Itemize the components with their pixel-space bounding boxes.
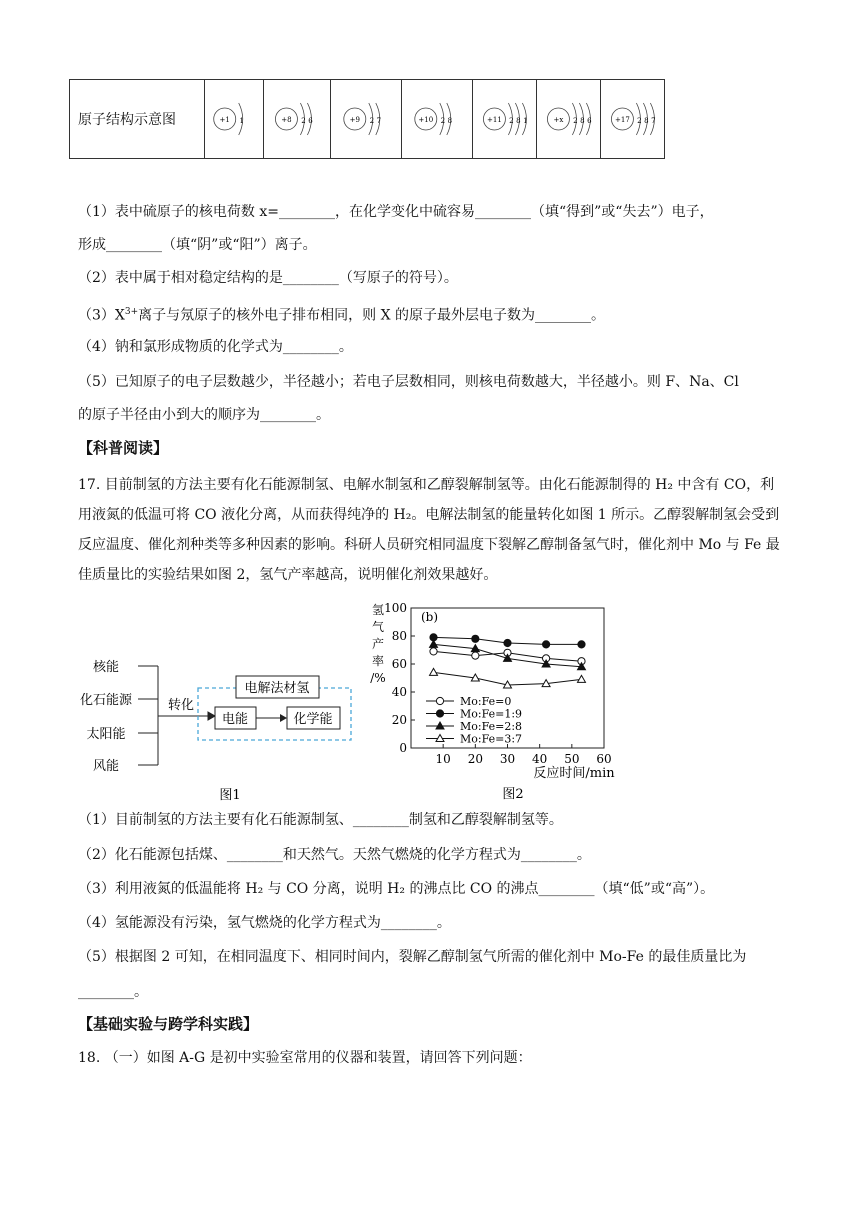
source-label-fossil: 化石能源 <box>79 693 133 708</box>
data-point <box>436 710 443 717</box>
data-point <box>472 635 479 642</box>
atom-diagram-cell <box>402 80 473 159</box>
x-tick-label: 20 <box>467 752 483 766</box>
atom-structure-table <box>69 79 665 159</box>
data-point <box>504 639 511 646</box>
nucleus-charge: +8 <box>281 116 292 124</box>
source-label-nuclear: 核能 <box>92 660 120 675</box>
figure2-hydrogen-yield-chart <box>364 600 664 805</box>
legend-label: Mo:Fe=1:9 <box>460 707 523 721</box>
y-tick-label: 60 <box>391 657 407 671</box>
q17-item4: （4）氢能源没有污染，氢气燃烧的化学方程式为________。 <box>78 915 451 931</box>
data-point <box>578 641 585 648</box>
q17-item3: （3）利用液氮的低温能将 H₂ 与 CO 分离，说明 H₂ 的沸点比 CO 的沸点________（填“低”或“高”）。 <box>78 881 715 897</box>
legend-label: Mo:Fe=0 <box>460 695 512 708</box>
nucleus-charge: +10 <box>418 116 434 124</box>
table-row <box>70 80 665 159</box>
data-point <box>543 641 550 648</box>
electron-count: 8 <box>447 117 453 125</box>
chart-series-line <box>430 634 585 648</box>
x-tick-label: 40 <box>532 752 548 766</box>
section-heading-basic-experiment: 【基础实验与跨学科实践】 <box>78 1015 259 1033</box>
atom-diagram <box>331 80 401 158</box>
figure2-caption: 图2 <box>502 787 524 802</box>
data-point <box>430 640 438 647</box>
q16-item3-post: 离子与氖原子的核外电子排布相同，则 X 的原子最外层电子数为________。 <box>138 307 606 324</box>
y-tick-label: 20 <box>391 713 407 727</box>
q17-item5-line2: ________。 <box>78 984 148 1000</box>
electron-count: 6 <box>308 117 313 125</box>
atom-diagram-cell <box>331 80 402 159</box>
atom-diagram-cell <box>264 80 331 159</box>
q17-item1: （1）目前制氢的方法主要有化石能源制氢、________制氢和乙醇裂解制氢等。 <box>78 812 563 828</box>
data-point <box>430 648 437 655</box>
q17-item2: （2）化石能源包括煤、________和天然气。天然气燃烧的化学方程式为________。 <box>78 847 591 863</box>
connector-lines <box>138 666 215 765</box>
atom-diagram <box>473 80 536 158</box>
q18-intro: 18. （一）如图 A-G 是初中实验室常用的仪器和装置，请回答下列问题： <box>78 1050 532 1066</box>
chart-legend <box>426 695 522 746</box>
q16-item1-line2: 形成________（填“阴”或“阳”）离子。 <box>78 237 317 253</box>
electric-energy-label: 电能 <box>221 712 249 727</box>
y-tick-label: 100 <box>384 601 407 615</box>
electron-count: 8 <box>516 117 521 125</box>
table-row-label: 原子结构示意图 <box>70 80 205 159</box>
atom-diagram-cell <box>205 80 264 159</box>
electron-count: 2 <box>509 117 514 125</box>
electron-count: 2 <box>440 117 446 125</box>
nucleus-charge: +9 <box>349 116 360 124</box>
nucleus-charge: +11 <box>487 116 502 124</box>
y-tick-label: 80 <box>391 629 407 643</box>
q16-item5-line2: 的原子半径由小到大的顺序为________。 <box>78 407 330 423</box>
electron-count: 1 <box>239 117 244 125</box>
electron-count: 2 <box>301 117 306 125</box>
electron-count: 1 <box>523 117 528 125</box>
q16-item4: （4）钠和氯形成物质的化学式为________。 <box>78 339 353 355</box>
atom-diagram <box>537 80 600 158</box>
q16-item3-superscript: 3+ <box>124 307 139 317</box>
nucleus-charge: +17 <box>615 116 630 124</box>
atom-diagram <box>205 80 263 158</box>
chemical-energy-label: 化学能 <box>293 712 333 727</box>
x-tick-label: 60 <box>596 752 612 766</box>
y-tick-label: 40 <box>391 685 407 699</box>
legend-label: Mo:Fe=3:7 <box>460 732 523 746</box>
data-point <box>430 668 438 675</box>
electron-count: 8 <box>644 117 649 125</box>
atom-diagram-cell <box>537 80 601 159</box>
q16-item3-pre: （3）X <box>78 307 125 324</box>
electron-count: 7 <box>651 117 656 125</box>
x-tick-label: 10 <box>435 752 451 766</box>
data-point <box>436 697 443 704</box>
atom-diagram <box>264 80 330 158</box>
x-axis-label: 反应时间/min <box>533 766 615 781</box>
electron-count: 6 <box>587 117 592 125</box>
atom-diagram-cell <box>473 80 537 159</box>
q16-item5-line1: （5）已知原子的电子层数越少，半径越小；若电子层数相同，则核电荷数越大，半径越小。则 F、Na、Cl <box>78 374 739 390</box>
electron-count: 2 <box>637 117 642 125</box>
legend-label: Mo:Fe=2:8 <box>460 720 523 733</box>
q16-item3 <box>78 302 605 326</box>
x-tick-label: 50 <box>564 752 580 766</box>
atom-diagram <box>402 80 472 158</box>
nucleus-charge: +x <box>553 116 564 124</box>
electrolysis-label: 电解法材氢 <box>244 681 310 696</box>
nucleus-charge: +1 <box>219 116 230 124</box>
electron-count: 2 <box>573 117 578 125</box>
figure1-caption: 图1 <box>219 788 241 803</box>
atom-diagram <box>601 80 664 158</box>
electron-count: 2 <box>369 117 375 125</box>
data-point <box>577 675 585 682</box>
arrow-head <box>280 714 287 722</box>
x-tick-label: 30 <box>499 752 516 766</box>
data-point <box>472 652 479 659</box>
y-tick-label: 0 <box>399 741 407 755</box>
q17-item5-line1: （5）根据图 2 可知，在相同温度下、相同时间内，裂解乙醇制氢气所需的催化剂中 Mo-Fe 的最佳质量比为 <box>78 949 747 965</box>
panel-label: (b) <box>421 610 439 624</box>
chart-series-group <box>430 634 586 688</box>
chart-series-line <box>430 668 586 688</box>
section-heading-science-reading: 【科普阅读】 <box>78 439 169 457</box>
atom-diagram-cell <box>601 80 665 159</box>
y-axis-label: 氢气产率/% <box>370 603 386 685</box>
q17-intro-paragraph: 17. 目前制氢的方法主要有化石能源制氢、电解水制氢和乙醇裂解制氢等。由化石能源制得的 H₂ 中含有 CO，利用液氮的低温可将 CO 液化分离，从而获得纯净的 H₂。电解法制氢的能量转化如图 1 所示。乙醇裂解制氢会受到反应温度、催化剂种类等多种因素的影响。科研人员研究相同温度下裂解乙醇制备氢气时，催化剂中 Mo 与 Fe 最佳质量比的实验结果如图 2，氢气产率越高，说明催化剂效果越好。 <box>78 477 780 583</box>
electron-count: 8 <box>580 117 585 125</box>
q16-item1-line1: （1）表中硫原子的核电荷数 x=________，在化学变化中硫容易________（填“得到”或“失去”）电子， <box>78 204 714 220</box>
q16-item2: （2）表中属于相对稳定结构的是________（写原子的符号）。 <box>78 270 458 286</box>
convert-label: 转化 <box>167 698 195 713</box>
electron-count: 7 <box>376 117 382 125</box>
figure1-energy-diagram <box>72 650 362 805</box>
source-label-wind: 风能 <box>92 759 120 774</box>
source-label-solar: 太阳能 <box>86 727 126 742</box>
